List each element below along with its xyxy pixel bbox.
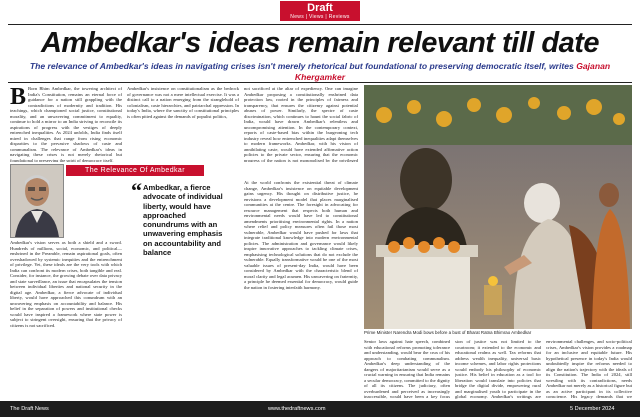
deck-rule (8, 82, 632, 83)
portrait-image (11, 165, 63, 237)
pull-quote-text: Ambedkar, a fierce advocate of individual liberty, would have approached conundrums with an unwavering emphasis on accountability and balance (143, 183, 223, 258)
body-text-col3-top: not sacrificed at the altar of expediency. One can imagine Ambedkar proposing a constitutionally enshrined data protection law, rooted in the principles of fairness and transparency, that ensures the citizenry against potential abuses of power. Similarly, the spectre of caste discrimination, which continues to haunt the social fabric of India, would have drawn Ambedkar's relentless and uncompromising attention. In the contemporary context, reports of caste-based bias within the burgeoning tech industry reveal how entrenched inequalities adapt themselves to modern frameworks. Ambedkar, with his vision of annihilating caste, would have extended affirmative action policies to the private sector, ensuring that the economic progress of the nation is not monopolised by the privileged (244, 86, 358, 162)
body-column-1-bottom (10, 240, 122, 398)
page-footer (0, 401, 640, 417)
photo-caption: Prime Minister Narendra Modi bows before a bust of Bharat Ratna Bhimrao Ambedkar (364, 330, 532, 335)
author-portrait (10, 164, 64, 238)
author-byline: Gajanan Khergamker (294, 61, 611, 82)
body-text-col1-top: Born Bhim Ambedkar, the towering architect of India's Constitution, remains an eternal force of guidance for a nation still grappling with the contradictions of modernity and tradition. His teachings, which championed social justice, constitutional morality, and an unwavering commitment to equality, continue to hold a mirror to an India striving to reconcile its aspirations of progress with the vestiges of deeply entrenched inequalities. As 2024 unfolds, India finds itself mired in challenges that range from rising economic disparities to the pervasive shadows of caste and communalism. The relevance of Ambedkar's ideas in navigating these crises is not merely rhetorical but foundational to preserving the spirit of democracy itself. (10, 86, 122, 162)
article-photo (364, 85, 632, 329)
body-column-3-top (244, 86, 358, 162)
body-column-4-bottom (364, 339, 450, 399)
masthead-rule (8, 24, 632, 25)
body-column-5-bottom (455, 339, 541, 399)
body-text-col3-bottom: At the world confronts the existential threat of climate change, Ambedkar's insistence on equitable development gains urgency. His thought on distributive justice, he envisions a development model that places marginalised communities at the centre. The foresight in advocating for resource management that respects both human and environmental needs would have led to constitutional amendments prioritising environmental rights. In a nation where relief and policy measures often fail those most vulnerable, Ambedkar would have pushed for laws that integrate traditional knowledge into modern environmental policies. The administration and governance would likely inspire innovative approaches to tackling climate crises, emphasising technological solutions that do not exclude the vulnerable. Equally transformative would be one of the most valuable issues of present-day India, would have been considered by Ambedkar with the characteristic blend of moral clarity and legal acumen. His unwavering on fraternity, a principle he deemed essential for democracy, would guide the nation in fostering interfaith harmony. (244, 180, 358, 290)
footer-publication: The Draft News (10, 406, 49, 412)
body-text-col6-bottom: environmental challenges, and socio-political crises, Ambedkar's vision provides a roadmap for an inclusive and equitable future. His hypothetical presence in today's India would undoubtedly inspire the reforms needed to align the nation's trajectory with the ideals of its Constitution. The India of 2024, still wrestling with its contradictions, needs Ambedkar not merely as a historical figure but as an active participant in its collective conscience. His legacy demands that we (546, 339, 632, 399)
brand-tagline: News | Views | Reviews (290, 14, 350, 20)
brand-name: Draft (307, 2, 333, 14)
pull-quote (131, 178, 231, 292)
body-column-3-bottom (244, 180, 358, 398)
body-column-6-bottom (546, 339, 632, 399)
article-deck (12, 61, 628, 83)
body-text-col5-bottom: sion of justice was not limited to the courtroom; it extended to the economic and educational realms as well. Tax reforms that address wealth inequality, universal basic income schemes, and labor rights protections would embody his philosophy of economic justice. His belief in education as a tool for liberation would translate into policies that bridge the digital divide, empowering rural and marginalised youth to participate in the global economy. Ambedkar's writings are (455, 339, 541, 399)
brand-logo[interactable] (280, 1, 359, 21)
masthead (0, 0, 640, 24)
drop-cap: B (10, 86, 27, 110)
deck-text: The relevance of Ambedkar's ideas in navigating crises isn't merely rhetorical but foundational to preserving democratic itself, writes (29, 61, 574, 71)
footer-date: 5 December 2024 (570, 406, 615, 412)
body-text-col4-bottom: Senior laws against hate speech, combined with educational reforms promoting tolerance and understanding, would bear the crux of his approach to combating communalism. Ambedkar's deep understanding of the dangers of majoritarianism would serve as a crucial warning in ensuring that India remains a secular democracy, committed to the dignity of all its citizens. The judiciary, often overburdened and perceived as increasingly inaccessible, would have been a key focus (364, 339, 450, 399)
footer-website-link[interactable]: www.thedraftnews.com (268, 406, 326, 412)
body-column-1-top (10, 86, 122, 162)
section-tag: The Relevance Of Ambedkar (66, 165, 204, 176)
article-headline: Ambedkar's ideas remain relevant till date (40, 27, 600, 59)
body-column-2-top (127, 86, 239, 162)
quote-mark-icon: “ (131, 178, 142, 203)
photo-image (364, 85, 632, 329)
body-text-col1-bottom: Ambedkar's vision serves as both a shield and a sword. Hundreds of millions, social, economic, and political—enshrined in the Preamble, remain aspirational goals, often overshadowed by systemic inequities and the entrenchment of privilege. Yet, these ideals are the very tools with which India can confront its modern crises, both tangible and real. Consider, for instance, the growing debate over data privacy and state surveillance, an issue that encapsulates the tension between individual liberties and national security in the digital age. Ambedkar, a fierce advocate of individual liberty, would have approached this conundrum with an unwavering emphasis on accountability and balance. His belief in the separation of powers and institutional checks would have inspired a framework where state power is subject to stringent oversight, ensuring that the privacy of citizens is not sacrificed. (10, 240, 122, 328)
body-text-col2-top: Ambedkar's insistence on constitutionalism as the bedrock of governance was not a mere intellectual exercise. It was a distinct call to a nation emerging from the stranglehold of colonialism, caste hierarchies, and patriarchal oppression. In today's India, where the sanctity of constitutional principles is often pitted against the demands of populist politics, (127, 86, 239, 119)
